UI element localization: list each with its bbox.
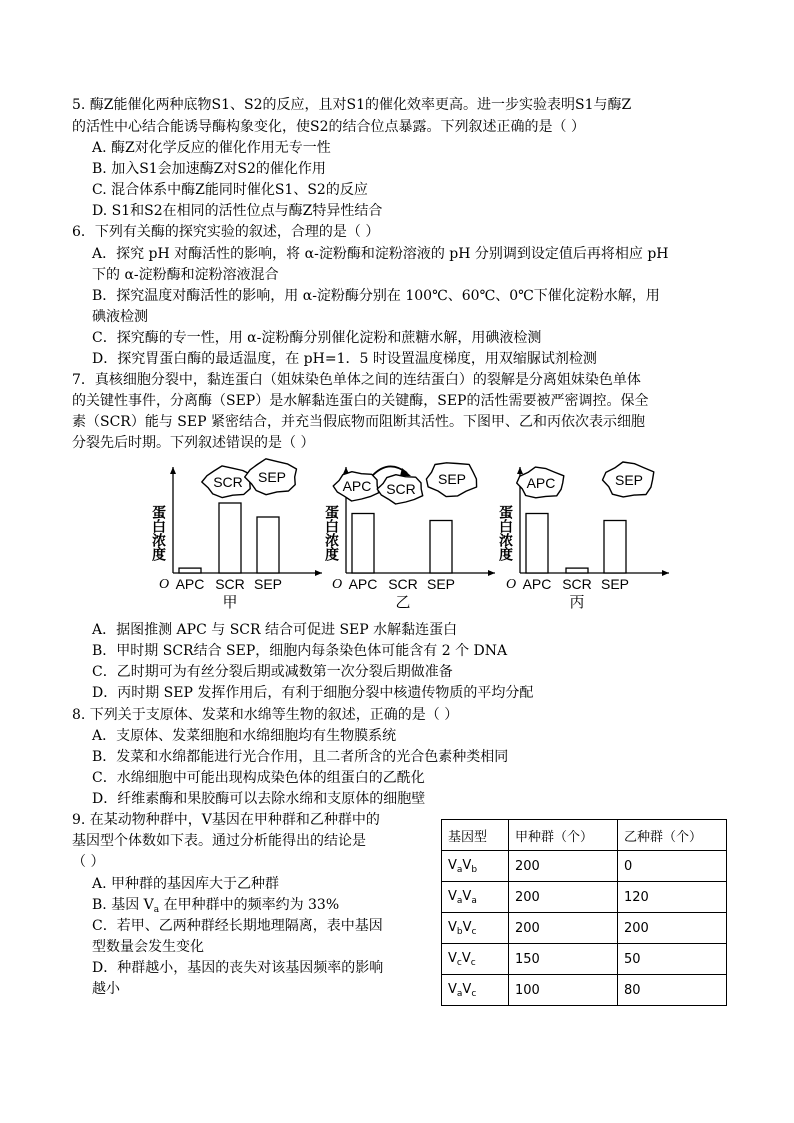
allele-subscript: a — [456, 864, 463, 875]
allele-subscript: a — [456, 988, 463, 999]
table-row — [442, 851, 727, 882]
q6-option-d: D．探究胃蛋白酶的最适温度，在 pH=1．5 时设置温度梯度，用双缩脲试剂检测 — [92, 351, 597, 367]
chart-2-y-axis-label: 蛋白浓度 — [497, 505, 513, 561]
q7-option-c: C．乙时期可为有丝分裂后期或减数第一次分裂后期做准备 — [92, 664, 453, 680]
q6-stem: 6．下列有关酶的探究实验的叙述，合理的是（ ） — [72, 224, 380, 240]
gene-letter: V — [462, 981, 472, 997]
chart-jia — [142, 455, 328, 620]
chart-yi — [315, 455, 501, 620]
jia-count-cell: 200 — [509, 851, 618, 882]
genotype-cell — [442, 882, 509, 913]
chart-2-bubble-label-apc: APC — [526, 475, 556, 491]
chart-2-bubble-label-sep: SEP — [614, 472, 644, 488]
q6-option-b-line1: B．探究温度对酶活性的影响，用 α-淀粉酶分别在 100℃、60℃、0℃下催化淀粉水解，用 — [92, 288, 660, 304]
genotype-cell — [442, 944, 509, 975]
chart-1-tick-apc: APC — [348, 576, 378, 592]
chart-1-bubble-label-sep: SEP — [437, 471, 467, 487]
q7-option-a: A．据图推测 APC 与 SCR 结合可促进 SEP 水解黏连蛋白 — [92, 622, 458, 638]
allele-subscript: a — [456, 895, 463, 906]
chart-1-y-axis-label: 蛋白浓度 — [323, 505, 339, 561]
q7-stem-line2: 的关键性事件，分离酶（SEP）是水解黏连蛋白的关键酶，SEP的活性需要被严密调控。保全 — [72, 393, 649, 409]
chart-1-bar-apc — [352, 514, 374, 574]
chart-2-bar-scr — [566, 568, 588, 573]
q5-stem-line1: 5. 酶Z能催化两种底物S1、S2的反应，且对S1的催化效率更高。进一步实验表明S1与酶Z — [72, 97, 632, 113]
chart-0-tick-apc: APC — [175, 576, 205, 592]
chart-jia-svg — [142, 455, 328, 620]
chart-1-title: 乙 — [395, 593, 411, 611]
allele-subscript: a — [471, 895, 477, 906]
gene-letter: V — [448, 857, 457, 873]
q6-option-a-line2: 下的 α-淀粉酶和淀粉溶液混合 — [92, 267, 279, 283]
q9-option-b-pre: B. 基因 V — [92, 897, 154, 913]
q8-stem: 8. 下列关于支原体、发菜和水绵等生物的叙述，正确的是（ ） — [72, 707, 459, 723]
jia-count-cell: 200 — [509, 882, 618, 913]
yi-count-cell: 50 — [618, 944, 727, 975]
chart-2-title: 丙 — [569, 593, 585, 611]
q9-option-b-post: 在甲种群中的频率约为 33% — [159, 897, 340, 913]
q7-stem-line4: 分裂先后时期。下列叙述错误的是（ ） — [72, 435, 315, 451]
q6-option-b-line2: 碘液检测 — [92, 309, 148, 325]
q9-stem-line3: （ ） — [72, 854, 105, 870]
q5-option-a: A. 酶Z对化学反应的催化作用无专一性 — [92, 140, 331, 156]
table-row — [442, 882, 727, 913]
chart-1-tick-sep: SEP — [426, 576, 456, 592]
yi-count-cell: 0 — [618, 851, 727, 882]
q7-option-b: B．甲时期 SCR结合 SEP，细胞内每条染色体可能含有 2 个 DNA — [92, 643, 508, 659]
gene-letter: V — [462, 888, 472, 904]
allele-subscript: c — [470, 957, 476, 968]
gene-letter: V — [448, 919, 457, 935]
table-header-cell: 甲种群（个） — [509, 820, 618, 851]
q9-stem-line1: 9. 在某动物种群中，V基因在甲种群和乙种群中的 — [72, 812, 380, 828]
allele-subscript: b — [456, 926, 463, 937]
table-row — [442, 944, 727, 975]
q9-option-a: A. 甲种群的基因库大于乙种群 — [92, 876, 280, 892]
q5-option-c: C. 混合体系中酶Z能同时催化S1、S2的反应 — [92, 182, 368, 198]
chart-2-bar-apc — [526, 514, 548, 574]
chart-1-bubble-label-scr: SCR — [386, 481, 416, 497]
chart-0-bubble-label-scr: SCR — [213, 474, 243, 490]
chart-0-y-axis-arrow — [170, 467, 176, 474]
chart-1-origin-label: O — [332, 577, 343, 592]
gene-letter: V — [462, 857, 472, 873]
q9-option-d-line1: D．种群越小，基因的丧失对该基因频率的影响 — [92, 960, 384, 976]
chart-0-bar-apc — [179, 568, 201, 573]
genotype-cell — [442, 913, 509, 944]
q7-stem-line3: 素（SCR）能与 SEP 紧密结合，并充当假底物而阻断其活性。下图甲、乙和丙依次表示细胞 — [72, 414, 645, 430]
q7-option-d: D．丙时期 SEP 发挥作用后，有利于细胞分裂中核遗传物质的平均分配 — [92, 685, 534, 701]
allele-subscript: b — [471, 864, 478, 875]
q8-option-d: D．纤维素酶和果胶酶可以去除水绵和支原体的细胞壁 — [92, 791, 426, 807]
q8-option-b: B．发菜和水绵都能进行光合作用，且二者所含的光合色素种类相同 — [92, 749, 509, 765]
chart-0-bar-scr — [219, 503, 241, 573]
chart-1-tick-scr: SCR — [388, 576, 418, 592]
chart-0-bar-sep — [257, 517, 279, 573]
chart-1-bar-sep — [430, 521, 452, 574]
gene-letter: V — [461, 950, 471, 966]
q9-stem-line2: 基因型个体数如下表。通过分析能得出的结论是 — [72, 833, 366, 849]
allele-subscript: c — [471, 926, 477, 937]
jia-count-cell: 100 — [509, 975, 618, 1006]
jia-count-cell: 200 — [509, 913, 618, 944]
chart-0-tick-scr: SCR — [215, 576, 245, 592]
chart-bing — [489, 455, 675, 620]
chart-2-tick-apc: APC — [522, 576, 552, 592]
gene-letter: V — [462, 919, 472, 935]
q9-option-c-line2: 型数量会发生变化 — [92, 939, 204, 955]
chart-0-tick-sep: SEP — [253, 576, 283, 592]
chart-2-tick-scr: SCR — [562, 576, 592, 592]
q9-option-b-subscript: a — [153, 905, 160, 915]
table-row — [442, 975, 727, 1006]
genotype-cell — [442, 975, 509, 1006]
q9-option-d-line2: 越小 — [92, 981, 120, 997]
q5-option-b: B. 加入S1会加速酶Z对S2的催化作用 — [92, 161, 326, 177]
genotype-cell — [442, 851, 509, 882]
chart-2-x-axis-arrow — [662, 570, 669, 576]
q9-option-c-line1: C．若甲、乙两种群经长期地理隔离，表中基因 — [92, 918, 383, 934]
allele-subscript: c — [456, 957, 462, 968]
q5-stem-line2: 的活性中心结合能诱导酶构象变化，使S2的结合位点暴露。下列叙述正确的是（ ） — [72, 119, 585, 135]
yi-count-cell: 80 — [618, 975, 727, 1006]
q8-option-c: C．水绵细胞中可能出现构成染色体的组蛋白的乙酰化 — [92, 770, 425, 786]
table-header-cell: 基因型 — [442, 820, 509, 851]
q6-option-c: C．探究酶的专一性，用 α-淀粉酶分别催化淀粉和蔗糖水解，用碘液检测 — [92, 330, 542, 346]
q7-stem-line1: 7．真核细胞分裂中，黏连蛋白（姐妹染色单体之间的连结蛋白）的裂解是分离姐妹染色单体 — [72, 372, 641, 388]
chart-0-bubble-label-sep: SEP — [257, 469, 287, 485]
chart-2-origin-label: O — [506, 577, 517, 592]
q8-option-a: A．支原体、发菜细胞和水绵细胞均有生物膜系统 — [92, 728, 397, 744]
table-row — [442, 913, 727, 944]
chart-1-bubble-label-apc: APC — [342, 478, 372, 494]
yi-count-cell: 200 — [618, 913, 727, 944]
chart-2-y-axis-arrow — [517, 467, 523, 474]
table-header-cell: 乙种群（个） — [618, 820, 727, 851]
chart-2-tick-sep: SEP — [600, 576, 630, 592]
chart-0-origin-label: O — [159, 577, 170, 592]
yi-count-cell: 120 — [618, 882, 727, 913]
chart-0-y-axis-label: 蛋白浓度 — [150, 505, 166, 561]
chart-2-bar-sep — [604, 521, 626, 574]
chart-yi-svg — [315, 455, 501, 620]
gene-letter: V — [448, 888, 457, 904]
table-header-row — [442, 820, 727, 851]
chart-bing-svg — [489, 455, 675, 620]
q6-option-a-line1: A．探究 pH 对酶活性的影响，将 α-淀粉酶和淀粉溶液的 pH 分别调到设定值后再将相应 pH — [92, 246, 669, 262]
gene-letter: V — [448, 950, 457, 966]
allele-subscript: c — [471, 988, 477, 999]
genotype-table — [441, 819, 727, 1006]
gene-letter: V — [448, 981, 457, 997]
q5-option-d: D. S1和S2在相同的活性位点与酶Z特异性结合 — [92, 203, 383, 219]
jia-count-cell: 150 — [509, 944, 618, 975]
chart-0-title: 甲 — [222, 593, 238, 611]
